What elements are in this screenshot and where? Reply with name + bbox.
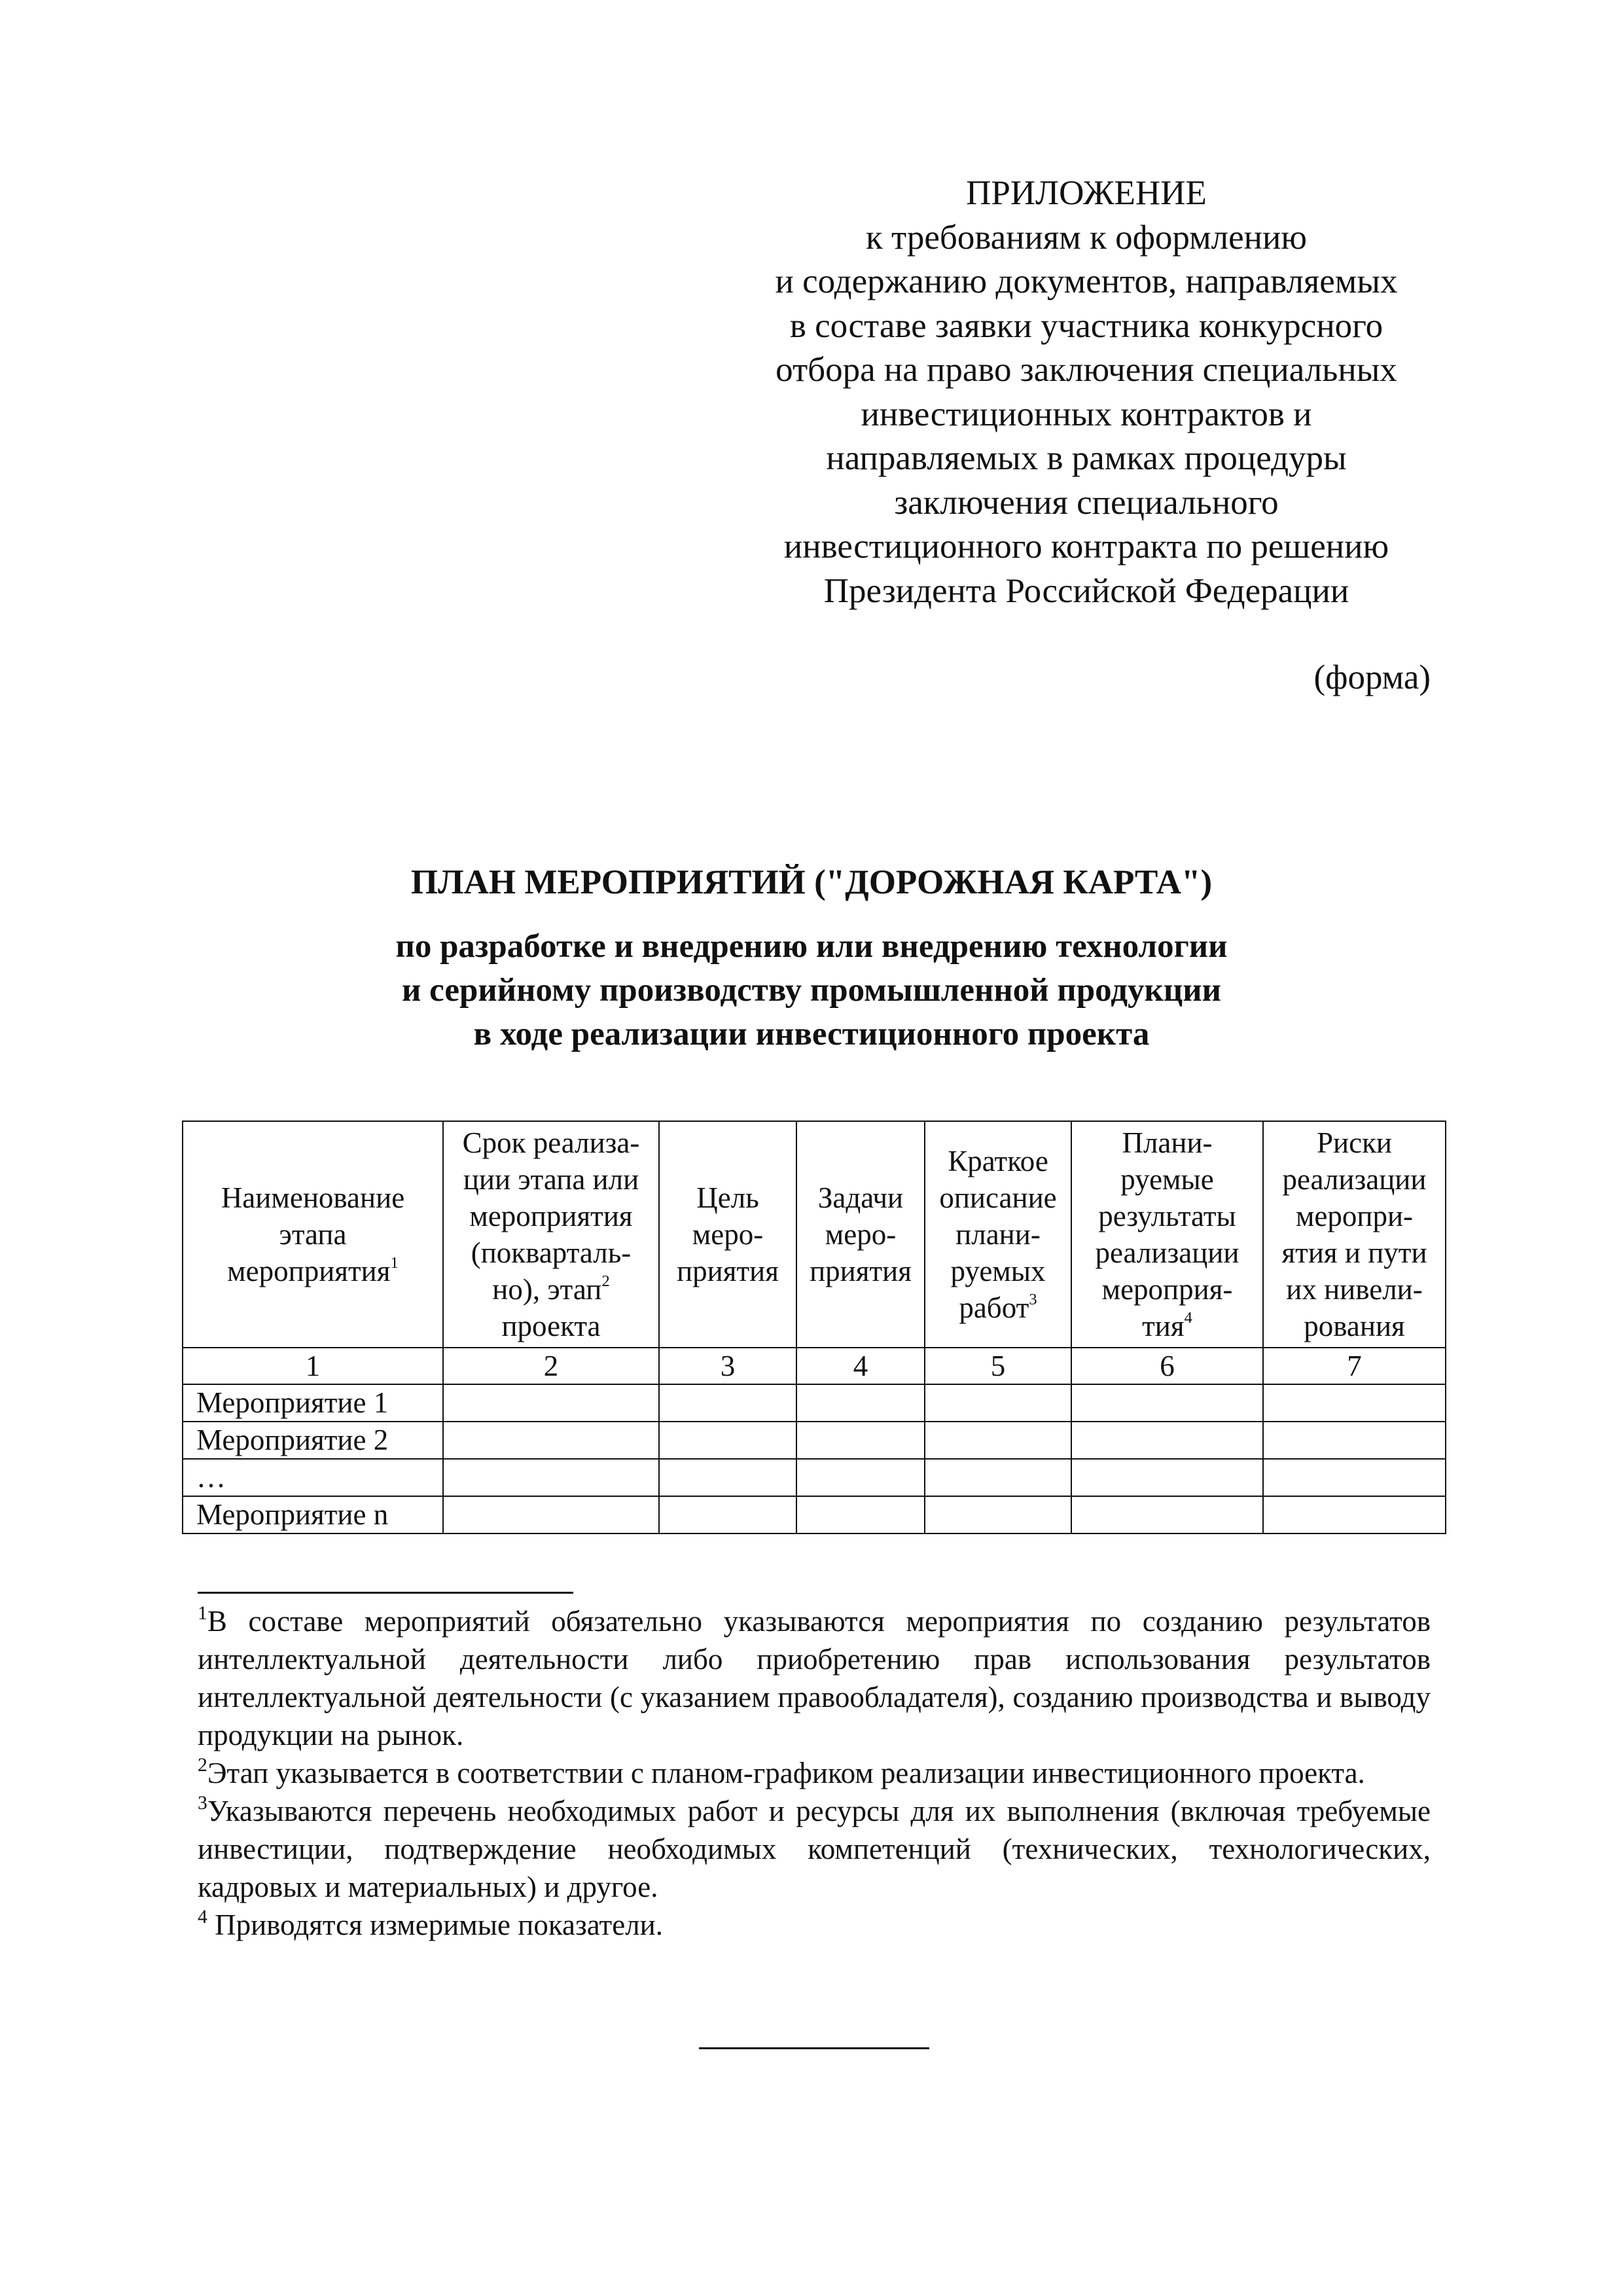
appendix-line: ПРИЛОЖЕНИЕ	[966, 174, 1207, 212]
footnote-text: Указываются перечень необходимых работ и ресурсы для их выполнения (включая требуемые инвестиции, подтверждение необходимых компетенций (технических, технологических, кадровых и материальных) и другое.	[198, 1795, 1431, 1903]
footnote-text: Приводятся измеримые показатели.	[215, 1909, 663, 1941]
footnote	[198, 1906, 1431, 1944]
subtitle-line: по разработке и внедрению или внедрению технологии	[395, 928, 1228, 965]
appendix-line: заключения специального	[894, 483, 1279, 522]
event-name-cell: …	[183, 1459, 443, 1496]
header-term: Срок реализа- ции этапа или мероприятия (покварталь- но), этап$^2$ проекта	[443, 1121, 659, 1348]
appendix-line: инвестиционных контрактов и	[861, 395, 1312, 433]
empty-cell	[925, 1422, 1071, 1459]
subtitle-line: в ходе реализации инвестиционного проекта	[473, 1016, 1150, 1052]
form-label: (форма)	[1313, 658, 1431, 696]
empty-cell	[659, 1384, 796, 1422]
footnote-ref: 4	[1184, 1309, 1192, 1327]
footnote-mark: 1	[198, 1603, 207, 1624]
empty-cell	[443, 1384, 659, 1422]
appendix-line: инвестиционного контракта по решению	[783, 528, 1389, 565]
empty-cell	[1071, 1496, 1263, 1534]
appendix-line: направляемых в рамках процедуры	[826, 439, 1347, 477]
end-divider	[699, 2047, 929, 2049]
empty-cell	[1071, 1459, 1263, 1496]
empty-cell	[443, 1459, 659, 1496]
footnote-text: Этап указывается в соответствии с планом-графиком реализации инвестиционного проекта.	[207, 1757, 1365, 1789]
appendix-line: и содержанию документов, направляемых	[775, 262, 1398, 300]
column-number: 6	[1071, 1348, 1263, 1384]
footnote-mark: 3	[198, 1793, 207, 1814]
footnote	[198, 1792, 1431, 1906]
empty-cell	[796, 1496, 925, 1534]
empty-cell	[925, 1459, 1071, 1496]
table-row	[183, 1384, 1446, 1422]
footnote	[198, 1602, 1431, 1754]
empty-cell	[443, 1496, 659, 1534]
empty-cell	[796, 1422, 925, 1459]
column-number: 4	[796, 1348, 925, 1384]
footnote-mark: 4	[198, 1907, 207, 1928]
event-name-cell: Мероприятие 1	[183, 1384, 443, 1422]
column-number-row	[183, 1348, 1446, 1384]
empty-cell	[1263, 1459, 1446, 1496]
event-name-cell: Мероприятие 2	[183, 1422, 443, 1459]
empty-cell	[659, 1459, 796, 1496]
empty-cell	[925, 1384, 1071, 1422]
column-number: 5	[925, 1348, 1071, 1384]
document-title: ПЛАН МЕРОПРИЯТИЙ ("ДОРОЖНАЯ КАРТА")	[410, 863, 1213, 901]
header-goal: Цель меро- приятия	[659, 1121, 796, 1348]
column-number: 3	[659, 1348, 796, 1384]
header-risks: Риски реализации меропри- ятия и пути их нивели- рования	[1263, 1121, 1446, 1348]
document-subtitle	[0, 925, 1623, 1056]
empty-cell	[1071, 1422, 1263, 1459]
table-header-row	[183, 1121, 1446, 1348]
footnote-ref: 2	[601, 1272, 610, 1291]
empty-cell	[1071, 1384, 1263, 1422]
column-number: 2	[443, 1348, 659, 1384]
appendix-line: к требованиям к оформлению	[866, 218, 1307, 257]
event-name-cell: Мероприятие n	[183, 1496, 443, 1534]
footnote-text: В составе мероприятий обязательно указываются мероприятия по созданию результатов интеллектуальной деятельности либо приобретению прав использования результатов интеллектуальной деятельности (с указанием правообладателя), созданию производства и выводу продукции на рынок.	[198, 1605, 1431, 1751]
empty-cell	[659, 1422, 796, 1459]
table-row	[183, 1422, 1446, 1459]
empty-cell	[1263, 1496, 1446, 1534]
appendix-line: в составе заявки участника конкурсного	[789, 306, 1383, 345]
footnote-divider	[198, 1592, 573, 1594]
appendix-line: отбора на право заключения специальных	[776, 351, 1397, 389]
roadmap-table	[182, 1121, 1446, 1534]
footnote-ref: 3	[1029, 1291, 1037, 1309]
header-tasks: Задачи меро- приятия	[796, 1121, 925, 1348]
footnote-ref: 1	[390, 1254, 399, 1272]
appendix-line: Президента Российской Федерации	[823, 571, 1349, 610]
empty-cell	[659, 1496, 796, 1534]
footnotes	[198, 1602, 1431, 1944]
empty-cell	[1263, 1422, 1446, 1459]
empty-cell	[925, 1496, 1071, 1534]
column-number: 7	[1263, 1348, 1446, 1384]
header-stage-name: Наименование этапа мероприятия$^1$	[183, 1121, 443, 1348]
column-number: 1	[183, 1348, 443, 1384]
empty-cell	[443, 1422, 659, 1459]
table-row	[183, 1459, 1446, 1496]
appendix-header	[733, 171, 1440, 613]
header-results: Плани- руемые результаты реализации мероприя- тия$^4$	[1071, 1121, 1263, 1348]
empty-cell	[1263, 1384, 1446, 1422]
empty-cell	[796, 1459, 925, 1496]
table-row	[183, 1496, 1446, 1534]
empty-cell	[796, 1384, 925, 1422]
header-description: Краткое описание плани- руемых работ$^3$	[925, 1121, 1071, 1348]
footnote-mark: 2	[198, 1755, 207, 1776]
footnote	[198, 1754, 1431, 1792]
subtitle-line: и серийному производству промышленной продукции	[401, 972, 1222, 1009]
